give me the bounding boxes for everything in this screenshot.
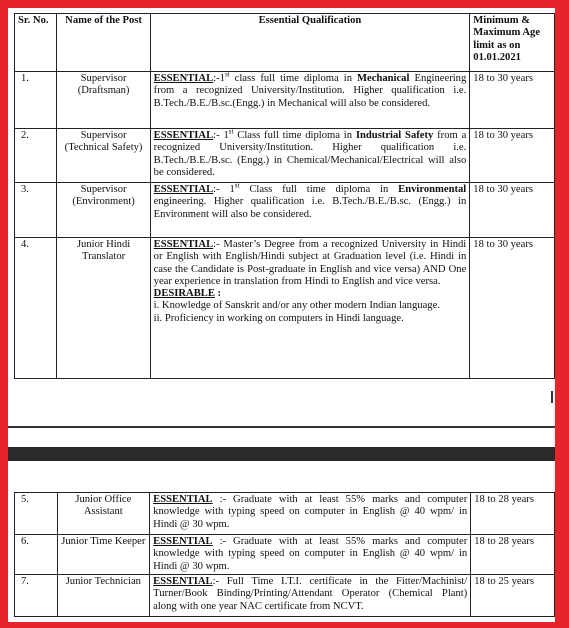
row-sr: 6. (15, 535, 58, 575)
table-row (15, 72, 555, 129)
essential-label: ESSENTIAL (153, 184, 214, 195)
table-row (15, 493, 555, 535)
page-divider-thick (8, 447, 555, 461)
qual-mid: Class full time diploma in (233, 130, 356, 141)
qual-sup: st (224, 70, 230, 79)
desirable-heading (154, 288, 467, 300)
essential-text: :- Full Time I.T.I. certificate in the Fitter/Machinist/ Turner/Book Binding/Printing/Attendant Operator (Chemical Plant) along with one year NAC certificate from NCVT. (153, 576, 468, 612)
row-post: Junior Hindi Translator (57, 238, 150, 379)
essential-text: :- Graduate with at least 55% marks and computer knowledge with typing speed on computer in English @ 40 wpm/ in Hindi @ 30 wpm. (153, 494, 468, 530)
qual-mid: Class full time diploma in (239, 184, 399, 195)
essential-label: ESSENTIAL (153, 536, 213, 547)
row-post: Supervisor (Technical Safety) (57, 129, 150, 183)
qual-sup: st (228, 127, 234, 136)
essential-text: :- Master’s Degree from a recognized University in Hindi or English with English/Hindi subject at Graduation level (i.e. Hindi in case the Candidate is Post-graduate in English and vice versa) AND One year experience in translation from Hindi to English and vice versa. (153, 239, 467, 287)
row-sr: 2. (15, 129, 57, 183)
qual-post: Engineering from a recognized University/Institution. Higher qualification i.e. B.Tech./B.E./B.sc.(Engg.) in Mechanical will also be considered. (153, 73, 467, 109)
row-post: Supervisor (Environment) (57, 183, 150, 238)
desirable-item: ii. Proficiency in working on computers in Hindi language. (153, 312, 404, 324)
essential-paragraph (154, 239, 467, 288)
qual-pre: :- 1 (213, 130, 229, 141)
qual-pre: :-1 (213, 73, 225, 84)
row-qualification (150, 535, 471, 575)
table-header-row (15, 14, 555, 72)
row-qualification (150, 493, 471, 535)
qual-post: from a recognized University/Institution. Higher qualification i.e. B.Tech./B.E./B.sc. (Engg.) in Chemical/Mechanical/Electrical will also be considered. (153, 130, 467, 178)
row-post: Junior Time Keeper (57, 535, 150, 575)
row-sr: 7. (15, 575, 58, 617)
qual-sup: st (234, 181, 240, 190)
row-age: 18 to 30 years (470, 238, 555, 379)
essential-label: ESSENTIAL (153, 239, 214, 250)
row-age: 18 to 30 years (470, 183, 555, 238)
header-age-limit: Minimum & Maximum Age limit as on 01.01.2021 (470, 14, 555, 72)
qual-bold: Environmental (398, 184, 467, 195)
row-sr: 3. (15, 183, 57, 238)
essential-label: ESSENTIAL (153, 130, 214, 141)
header-sr: Sr. No. (15, 14, 57, 72)
essential-label: ESSENTIAL (153, 494, 213, 505)
qual-mid: class full time diploma in (229, 73, 358, 84)
row-qualification (150, 72, 470, 129)
row-post: Supervisor (Draftsman) (57, 72, 150, 129)
table-row (15, 183, 555, 238)
table-row (15, 535, 555, 575)
qual-bold: Mechanical (357, 73, 410, 84)
page-edge-mark (551, 391, 553, 403)
row-age: 18 to 28 years (471, 493, 555, 535)
essential-label: ESSENTIAL (153, 576, 213, 587)
row-age: 18 to 30 years (470, 72, 555, 129)
row-age: 18 to 30 years (470, 129, 555, 183)
row-sr: 5. (15, 493, 58, 535)
row-post: Junior Office Assistant (57, 493, 150, 535)
table-row (15, 238, 555, 379)
desirable-item: i. Knowledge of Sanskrit and/or any other modern Indian language. (153, 300, 440, 312)
essential-text: :- Graduate with at least 55% marks and computer knowledge with typing speed on computer in English @ 40 wpm/ in Hindi @ 30 wpm. (153, 536, 468, 572)
table-row (15, 129, 555, 183)
row-sr: 4. (15, 238, 57, 379)
qual-pre: :- 1 (213, 184, 235, 195)
qual-bold: Industrial Safety (355, 130, 434, 141)
table-row (15, 575, 555, 617)
header-qualification: Essential Qualification (150, 14, 470, 72)
row-qualification (150, 129, 470, 183)
desirable-label: DESIRABLE (153, 288, 215, 300)
row-age: 18 to 28 years (471, 535, 555, 575)
qualification-table-top (14, 13, 555, 379)
row-qualification (150, 575, 471, 617)
desirable-colon: : (214, 288, 222, 300)
qualification-table-bottom (14, 492, 555, 617)
row-qualification (150, 183, 470, 238)
document-sheet (8, 8, 555, 622)
row-qualification (150, 238, 470, 379)
qual-post: engineering. Higher qualification i.e. B.Tech./B.E./B.sc. (Engg.) in Environment will also be considered. (153, 196, 467, 220)
essential-label: ESSENTIAL (153, 73, 214, 84)
row-post: Junior Technician (57, 575, 150, 617)
header-post-name: Name of the Post (57, 14, 150, 72)
row-sr: 1. (15, 72, 57, 129)
page-divider-thin (8, 426, 555, 428)
row-age: 18 to 25 years (471, 575, 555, 617)
